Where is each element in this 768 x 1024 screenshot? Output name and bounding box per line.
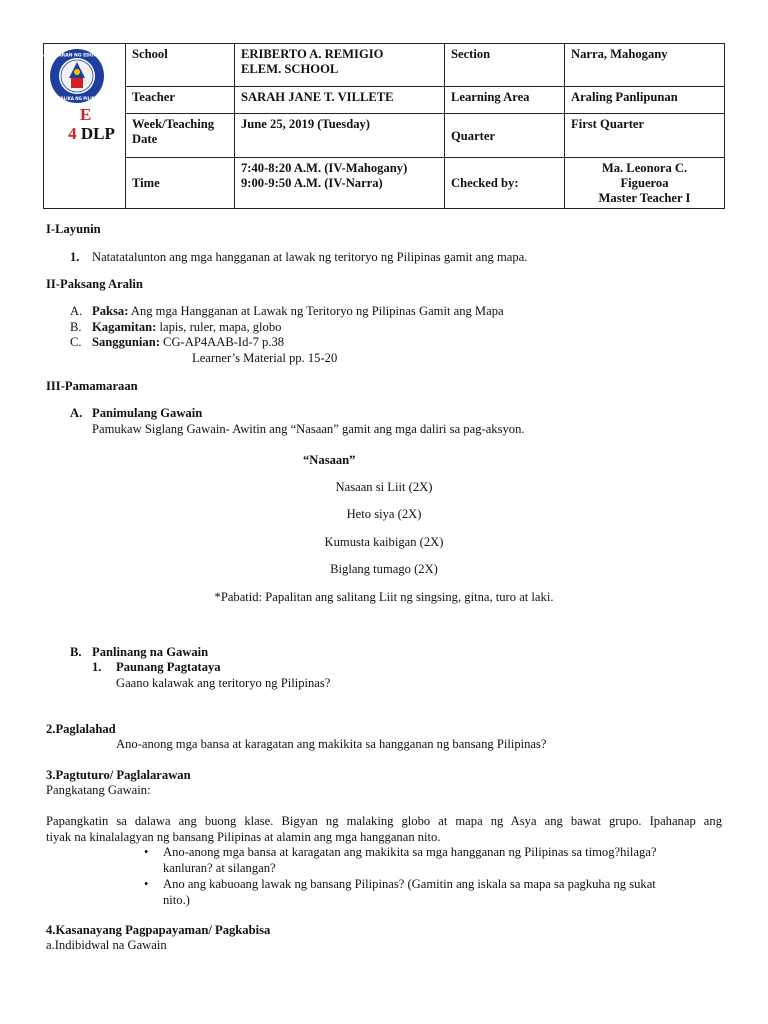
sanggunian-line: Sanggunian: CG-AP4AAB-Id-7 p.38 (92, 335, 285, 349)
kagamitan-line: Kagamitan: lapis, ruler, mapa, globo (92, 320, 282, 334)
layunin-number: 1. (70, 250, 80, 264)
pagtuturo-paragraph-line: Papangkatin sa dalawa ang buong klase. Bigyan ng malaking globo at mapa ng Asya ang bawat grupo. Ipahanap ang (46, 814, 722, 828)
layunin-text: Natatatalunton ang mga hangganan at lawak ng teritoryo ng Pilipinas gamit ang mapa. (92, 250, 528, 264)
song-title: “Nasaan” (303, 453, 356, 467)
sanggunian-line-2: Learner’s Material pp. 15-20 (192, 351, 338, 365)
logo-cell (39, 44, 126, 209)
learning-area-value: Araling Panlipunan (565, 87, 725, 114)
paglalahad-text: Ano-anong mga bansa at karagatan ang makikita sa hangganan ng bansang Pilipinas? (116, 737, 547, 751)
svg-text:REPUBLIKA NG PILIPINAS: REPUBLIKA NG PILIPINAS (48, 96, 106, 101)
week-label: Week/Teaching Date (126, 114, 235, 158)
time-value: 7:40-8:20 A.M. (IV-Mahogany) 9:00-9:50 A.M. (IV-Narra) (235, 158, 445, 209)
pamamaraan-heading: III-Pamamaraan (46, 379, 138, 393)
paksa-line: Paksa: Ang mga Hangganan at Lawak ng Teritoryo ng Pilipinas Gamit ang Mapa (92, 304, 504, 318)
paksang-heading: II-Paksang Aralin (46, 277, 143, 291)
pagtuturo-sub: Pangkatang Gawain: (46, 783, 151, 797)
school-value: ERIBERTO A. REMIGIO ELEM. SCHOOL (235, 44, 445, 87)
checked-label: Checked by: (445, 158, 565, 209)
pagtuturo-bullet-1-cont: kanluran? at silangan? (163, 861, 276, 875)
paksa-letter: A. (70, 304, 83, 318)
kasanayang-sub: a.Indibidwal na Gawain (46, 938, 167, 952)
song-line: Nasaan si Liit (2X) (335, 480, 433, 494)
learning-area-label: Learning Area (445, 87, 565, 114)
paunang-number: 1. (92, 660, 102, 674)
panimulang-text: Pamukaw Siglang Gawain- Awitin ang “Nasaan” gamit ang mga daliri sa pag-aksyon. (92, 422, 525, 436)
quarter-value: First Quarter (565, 114, 725, 158)
svg-text:KAGAWARAN NG EDUKASYON: KAGAWARAN NG EDUKASYON (39, 53, 115, 59)
paunang-heading: Paunang Pagtataya (116, 660, 221, 674)
bullet-icon: • (144, 845, 149, 859)
sanggunian-letter: C. (70, 335, 82, 349)
pagtuturo-bullet-1: Ano-anong mga bansa at karagatan ang makikita sa mga hangganan ng Pilipinas sa timog?hilaga? (163, 845, 657, 859)
panimulang-letter: A. (70, 406, 83, 420)
section-label: Section (445, 44, 565, 87)
teacher-value: SARAH JANE T. VILLETE (235, 87, 445, 114)
teacher-label: Teacher (126, 87, 235, 114)
header-table (39, 43, 725, 209)
school-label: School (126, 44, 235, 87)
pagtuturo-bullet-2-cont: nito.) (163, 893, 190, 907)
kasanayang-heading: 4.Kasanayang Pagpapayaman/ Pagkabisa (46, 923, 271, 937)
quarter-label: Quarter (445, 114, 565, 158)
song-line: Heto siya (2X) (346, 507, 422, 521)
panlinang-letter: B. (70, 645, 82, 659)
pagtuturo-bullet-2: Ano ang kabuoang lawak ng bansang Pilipinas? (Gamitin ang iskala sa mapa sa pagkuha ng sukat (163, 877, 656, 891)
kagamitan-letter: B. (70, 320, 82, 334)
paunang-text: Gaano kalawak ang teritoryo ng Pilipinas? (116, 676, 331, 690)
song-note: *Pabatid: Papalitan ang salitang Liit ng singsing, gitna, turo at laki. (214, 590, 554, 604)
deped-seal-icon (39, 48, 115, 104)
paglalahad-heading: 2.Paglalahad (46, 722, 116, 736)
logo-letter: E (80, 105, 92, 124)
pagtuturo-heading: 3.Pagtuturo/ Paglalarawan (46, 768, 191, 782)
section-value: Narra, Mahogany (565, 44, 725, 87)
song-line: Kumusta kaibigan (2X) (324, 535, 444, 549)
bullet-icon: • (144, 877, 149, 891)
dlp-title: 4 DLP (68, 124, 115, 143)
week-value: June 25, 2019 (Tuesday) (235, 114, 445, 158)
layunin-heading: I-Layunin (46, 222, 101, 236)
time-label: Time (126, 158, 235, 209)
panlinang-heading: Panlinang na Gawain (92, 645, 209, 659)
pagtuturo-paragraph-line: tiyak na kinalalagyan ng bansang Pilipinas at alamin ang mga hangganan nito. (46, 830, 441, 844)
checked-value: Ma. Leonora C. Figueroa Master Teacher I (565, 158, 725, 209)
panimulang-heading: Panimulang Gawain (92, 406, 203, 420)
song-line: Biglang tumago (2X) (330, 562, 438, 576)
